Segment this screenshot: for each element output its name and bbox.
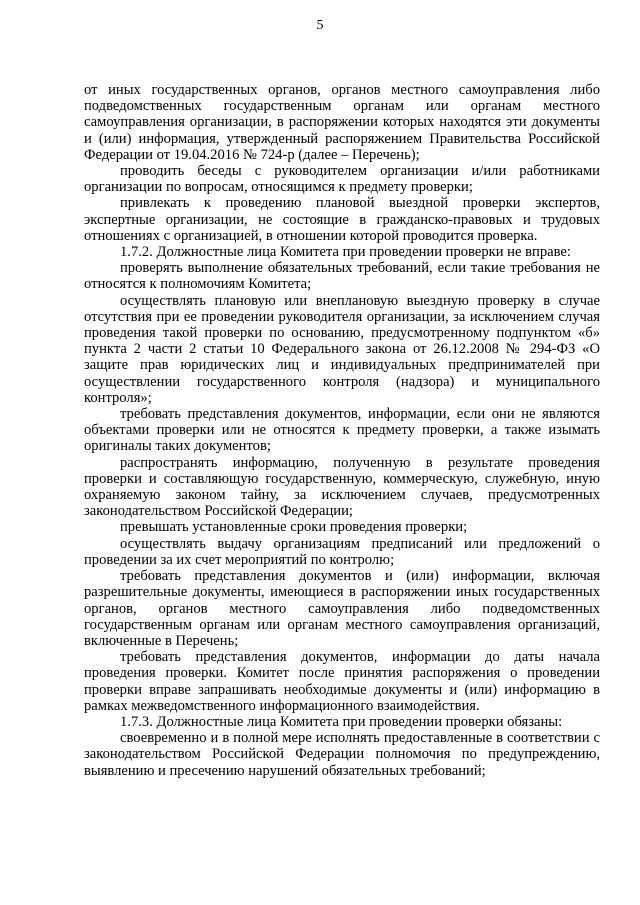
paragraph: распространять информацию, полученную в результате проведения проверки и составляющую государственную, коммерческую, служебную, иную охраняемую законом тайну, за исключением случаев, предусмотренных законодательством Российской Федерации; [84, 454, 600, 520]
paragraph: требовать представления документов, информации до даты начала проведения проверки. Комитет после принятия распоряжения о проведении проверки вправе запрашивать необходимые документы и (или) информацию в рамках межведомственного информационного взаимодействия. [84, 649, 600, 714]
paragraph: привлекать к проведению плановой выездной проверки экспертов, экспертные организации, не состоящие в гражданско-правовых и трудовых отношениях с организацией, в отношении которой проводится проверка. [84, 195, 600, 244]
paragraph: превышать установленные сроки проведения проверки; [120, 519, 468, 536]
paragraph: проверять выполнение обязательных требований, если такие требования не относятся к полномочиям Комитета; [84, 260, 600, 293]
paragraph: требовать представления документов, информации, если они не являются объектами проверки или не относятся к предмету проверки, а также изымать оригиналы таких документов; [84, 406, 600, 455]
page-number: 5 [316, 18, 324, 33]
paragraph: осуществлять выдачу организациям предписаний или предложений о проведении за их счет мероприятий по контролю; [84, 535, 600, 568]
paragraph: от иных государственных органов, органов местного самоуправления либо подведомственных государственным органам или органам местного самоуправления организации, в распоряжении которых находятся эти документы и (или) информация, утвержденный распоряжением Правительства Российской Федерации от 19.04.2016 № 724-р (далее – Перечень); [84, 82, 600, 163]
paragraph: проводить беседы с руководителем организации и/или работниками организации по вопросам, относящимся к предмету проверки; [84, 163, 600, 196]
paragraph: требовать представления документов и (или) информации, включая разрешительные документы, имеющиеся в распоряжении иных государственных органов, органов местного самоуправления либо подведомственных государственным органам или органам местного самоуправления организаций, включенные в Перечень; [84, 568, 600, 649]
paragraph: 1.7.3. Должностные лица Комитета при проведении проверки обязаны: [120, 713, 563, 730]
paragraph: 1.7.2. Должностные лица Комитета при проведении проверки не вправе: [120, 244, 571, 261]
paragraph: своевременно и в полной мере исполнять предоставленные в соответствии с законодательством Российской Федерации полномочия по предупреждению, выявлению и пресечению нарушений обязательных требований; [84, 730, 600, 779]
document-body [84, 82, 600, 779]
paragraph: осуществлять плановую или внеплановую выездную проверку в случае отсутствия при ее проведении руководителя организации, за исключением случая проведения такой проверки по основанию, предусмотренному подпунктом «б» пункта 2 части 2 статьи 10 Федерального закона от 26.12.2008 № 294-ФЗ «О защите прав юридических лиц и индивидуальных предпринимателей при осуществлении государственного контроля (надзора) и муниципального контроля»; [84, 292, 600, 406]
